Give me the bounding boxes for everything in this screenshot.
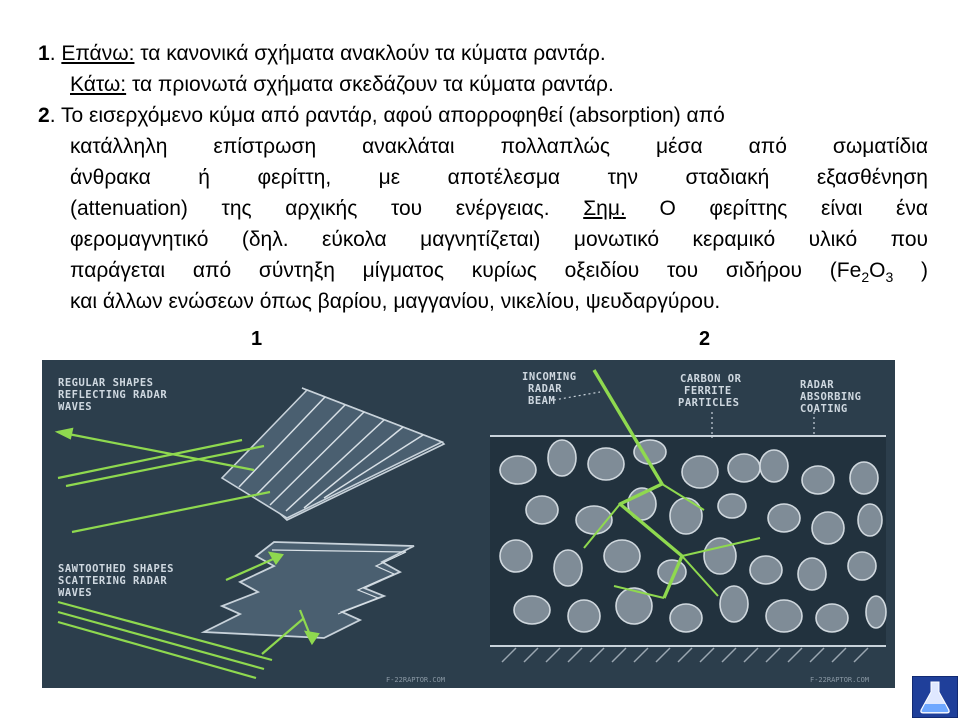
particle — [500, 540, 532, 572]
figure-2-diagram — [472, 360, 895, 688]
paragraph-2-line-5: φερομαγνητικό (δηλ. εύκολα μαγνητίζεται) μονωτικό κεραμικό υλικό που — [70, 228, 928, 251]
particle — [848, 552, 876, 580]
svg-text:WAVES: WAVES — [58, 587, 93, 599]
paragraph-2-line-2: κατάλληλη επίστρωση ανακλάται πολλαπλώς μέσα από σωματίδια — [70, 135, 928, 158]
particle — [554, 550, 582, 586]
particle — [670, 498, 702, 534]
svg-text:WAVES: WAVES — [58, 401, 93, 413]
svg-text:INCOMING: INCOMING — [522, 371, 577, 383]
particle — [798, 558, 826, 590]
svg-text:FERRITE: FERRITE — [684, 385, 732, 397]
particle — [526, 496, 558, 524]
particle — [850, 462, 878, 494]
figure-1-label: 1 — [251, 328, 263, 350]
paragraph-2-line-7: και άλλων ενώσεων όπως βαρίου, μαγγανίου, νικελίου, ψευδαργύρου. — [70, 290, 721, 313]
particle — [760, 450, 788, 482]
particle — [704, 538, 736, 574]
particle — [802, 466, 834, 494]
paragraph-1-line-1: 1. Επάνω: τα κανονικά σχήματα ανακλούν τα κύματα ραντάρ. — [38, 42, 606, 65]
svg-text:RADAR: RADAR — [800, 379, 835, 391]
svg-text:SAWTOOTHED SHAPES: SAWTOOTHED SHAPES — [58, 563, 174, 575]
slide-text — [38, 38, 928, 317]
svg-text:COATING: COATING — [800, 403, 848, 415]
particle — [768, 504, 800, 532]
particle — [858, 504, 882, 536]
svg-text:RADAR: RADAR — [528, 383, 563, 395]
svg-text:SCATTERING RADAR: SCATTERING RADAR — [58, 575, 168, 587]
particle — [568, 600, 600, 632]
svg-text:CARBON OR: CARBON OR — [680, 373, 742, 385]
figure-1-panel — [42, 360, 472, 688]
paragraph-1-number: 1 — [38, 42, 50, 65]
figure-2-credit: F-22RAPTOR.COM — [810, 676, 870, 684]
label-bottom: Κάτω: — [70, 73, 127, 96]
particle — [604, 540, 640, 572]
svg-text:BEAM: BEAM — [528, 395, 556, 407]
paragraph-2-number: 2 — [38, 104, 50, 127]
particle — [816, 604, 848, 632]
svg-text:ABSORBING: ABSORBING — [800, 391, 862, 403]
svg-text:PARTICLES: PARTICLES — [678, 397, 740, 409]
figure-1-diagram — [42, 360, 472, 688]
figure-1-credit: F-22RAPTOR.COM — [386, 676, 446, 684]
particle — [588, 448, 624, 480]
particle — [728, 454, 760, 482]
paragraph-1-line-2: Κάτω: τα πριονωτά σχήματα σκεδάζουν τα κύματα ραντάρ. — [70, 73, 614, 96]
particle — [718, 494, 746, 518]
paragraph-2-line-4: (attenuation) της αρχικής του ενέργειας. Σημ. Ο φερίττης είναι ένα — [70, 197, 928, 220]
particle — [682, 456, 718, 488]
figure-2-panel — [472, 360, 895, 688]
paragraph-2-line-3: άνθρακα ή φερίττη, με αποτέλεσμα την σταδιακή εξασθένηση — [70, 166, 928, 189]
particle — [500, 456, 536, 484]
svg-text:REGULAR SHAPES: REGULAR SHAPES — [58, 377, 154, 389]
paragraph-2-line-6: παράγεται από σύντηξη μίγματος κυρίως οξειδίου του σιδήρου ($Fe_2O_3$ ) — [70, 259, 929, 286]
flask-logo-icon — [912, 676, 958, 718]
particle — [720, 586, 748, 622]
figure-2-label: 2 — [699, 328, 711, 350]
note-label: Σημ. — [583, 197, 626, 220]
particle — [548, 440, 576, 476]
particle — [670, 604, 702, 632]
particle — [812, 512, 844, 544]
svg-text:REFLECTING RADAR: REFLECTING RADAR — [58, 389, 168, 401]
particle — [514, 596, 550, 624]
paragraph-2-line-1: 2. Το εισερχόμενο κύμα από ραντάρ, αφού απορροφηθεί (absorption) από — [38, 104, 725, 127]
particle — [866, 596, 886, 628]
particle — [766, 600, 802, 632]
label-top: Επάνω: — [61, 42, 135, 65]
particle — [750, 556, 782, 584]
